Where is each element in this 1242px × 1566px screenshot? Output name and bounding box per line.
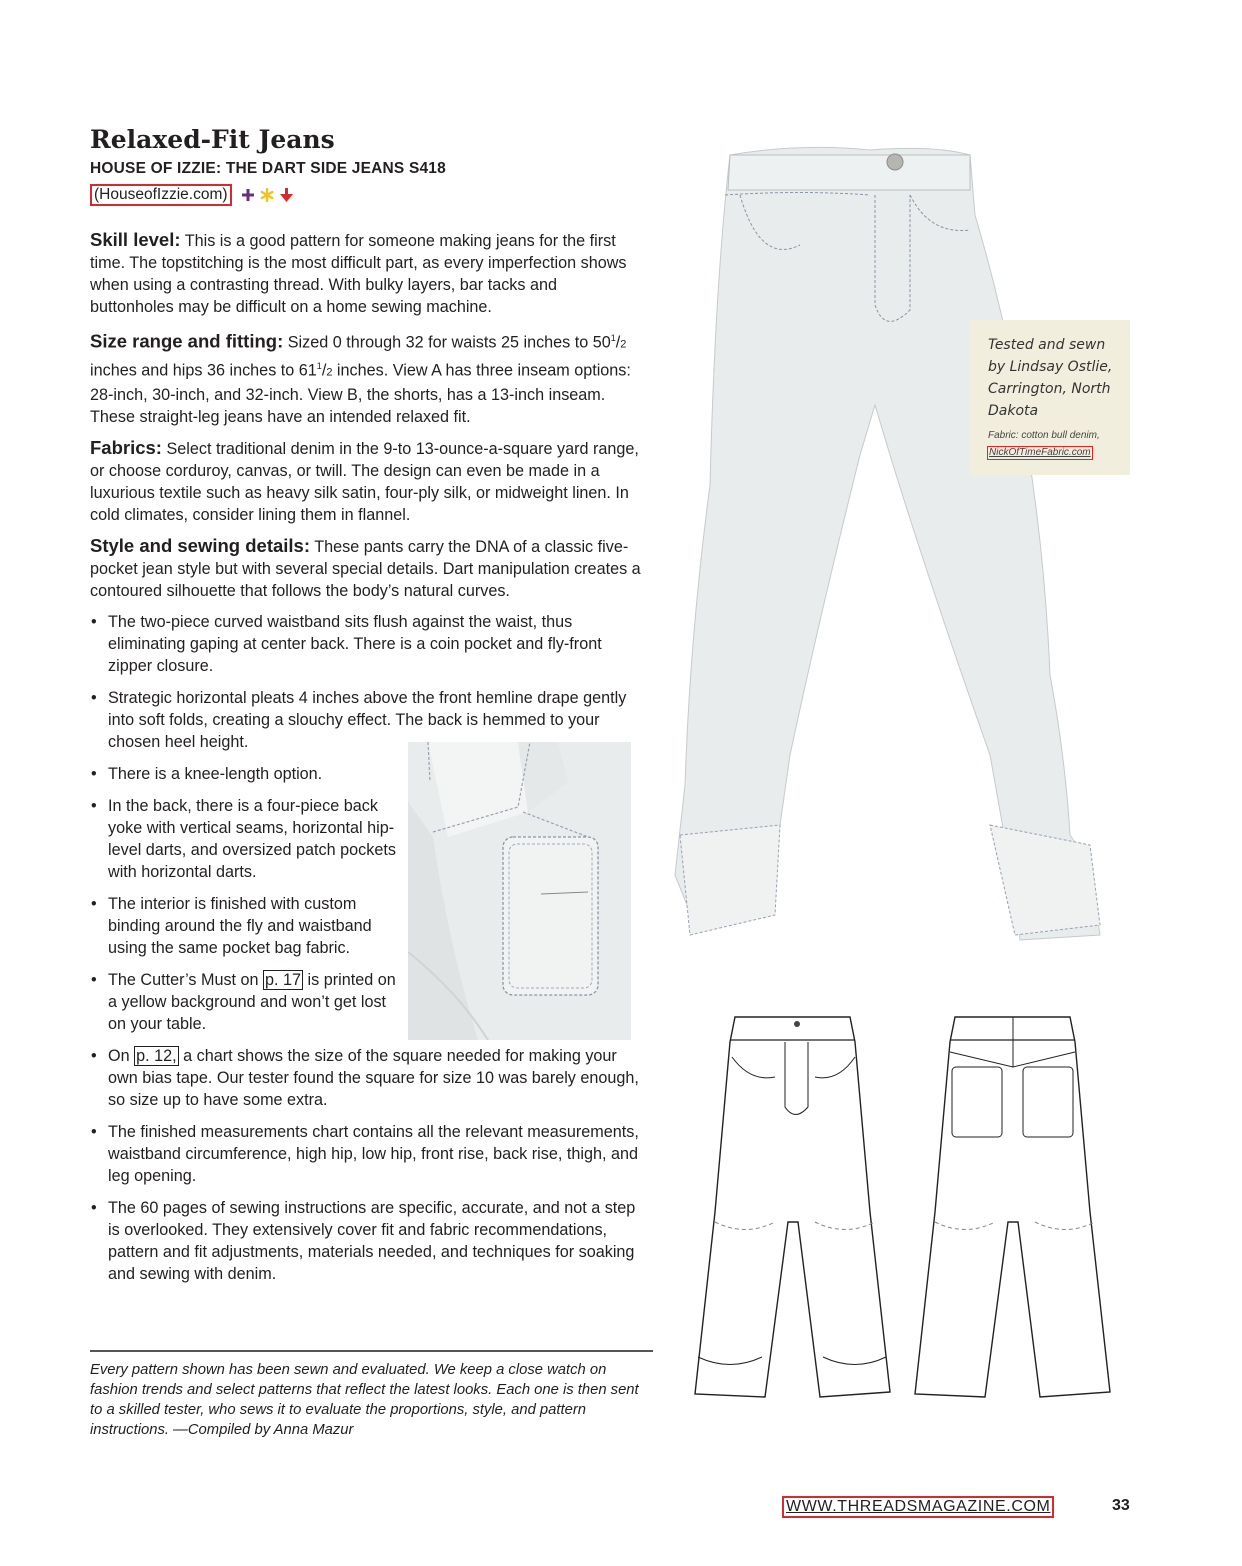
list-item-text: On	[108, 1046, 135, 1065]
fabrics-heading: Fabrics:	[90, 436, 162, 458]
jeans-back-photo	[408, 742, 631, 1040]
website-link[interactable]: WWW.THREADSMAGAZINE.COM	[782, 1496, 1054, 1518]
list-item: • The interior is finished with custom binding around the fly and waistband using the same pocket bag fabric.	[90, 893, 398, 959]
list-item: • The 60 pages of sewing instructions are specific, accurate, and not a step is overlooked. They extensively cover fit and fabric recommendations, pattern and fit adjustments, materials needed, and techniques for soaking and sewing with denim.	[90, 1197, 645, 1285]
fabric-note: Fabric: cotton bull denim,	[988, 430, 1100, 441]
list-item: • Strategic horizontal pleats 4 inches above the front hemline drape gently into soft folds, creating a slouchy effect. The back is hemmed to your chosen heel height.	[90, 687, 645, 753]
style-text: These pants carry the DNA of a classic five-pocket jean style but with several special details. Dart manipulation creates a contoured silhouette that follows the body’s natural curves.	[90, 537, 641, 600]
style-paragraph	[90, 535, 645, 602]
pattern-name: HOUSE OF IZZIE: THE DART SIDE JEANS S418	[90, 160, 446, 177]
skill-paragraph	[90, 229, 645, 318]
skill-text: This is a good pattern for someone making jeans for the first time. The topstitching is the most difficult part, as every imperfection shows when using a contrasting thread. With bulky layers, bar tacks and buttonholes may be difficult on a home sewing machine.	[90, 232, 627, 316]
size-paragraph: Size range and fitting: Sized 0 through 32 for waists 25 inches to $50^1/2$ inches and hips 36 inches to $61^1/2$ inches. View A has three inseam options: 28-inch, 30-inch, and 32-inch. View B, the shorts, has a 13-inch inseam. These straight-leg jeans have an intended relaxed fit.	[90, 330, 631, 426]
list-item-text: is printed on a yellow background and won’t get lost on your table.	[108, 970, 396, 1033]
list-item	[90, 1045, 645, 1111]
fabrics-text: Select traditional denim in the 9-to 13-ounce-a-square yard range, or choose corduroy, canvas, or twill. The design can even be made in a luxurious textile such as heavy silk satin, four-ply silk, or midweight linen. In cold climates, consider lining them in flannel.	[90, 439, 639, 524]
page-12-link[interactable]: p. 12,	[136, 1046, 177, 1065]
asterisk-icon	[260, 188, 274, 202]
fraction-numerator: 1	[610, 333, 616, 343]
page-number: 33	[1112, 1497, 1130, 1514]
size-text-c: inches. View A has three inseam options: 28-inch, 30-inch, and 32-inch. View B, the shorts, has a 13-inch inseam. These straight-leg jeans have an intended relaxed fit.	[90, 361, 631, 426]
page-17-link[interactable]: p. 17	[265, 970, 302, 989]
list-item-text: The Cutter’s Must on	[108, 970, 264, 989]
list-item: • The finished measurements chart contains all the relevant measurements, waistband circumference, high hip, low hip, front rise, back rise, thigh, and leg opening.	[90, 1121, 645, 1187]
style-heading: Style and sewing details:	[90, 534, 311, 556]
front-flat-sketch	[690, 1012, 900, 1407]
list-item: • In the back, there is a four-piece back yoke with vertical seams, horizontal hip-level darts, and oversized patch pockets with horizontal darts.	[90, 795, 398, 883]
list-item: • There is a knee-length option.	[90, 763, 398, 785]
arrow-down-icon	[280, 188, 293, 202]
size-text-b: inches and hips 36 inches to 61	[90, 361, 317, 380]
plus-icon	[242, 189, 254, 201]
article-title: Relaxed-Fit Jeans	[90, 125, 335, 154]
size-heading: Size range and fitting:	[90, 330, 284, 352]
editor-note: Every pattern shown has been sewn and evaluated. We keep a close watch on fashion trends and select patterns that reflect the latest looks. Each one is then sent to a skilled tester, who sews it to evaluate the proportions, style, and pattern instructions. —Compiled by Anna Mazur	[90, 1362, 639, 1438]
source-row	[90, 184, 293, 206]
list-item	[90, 969, 398, 1035]
jeans-front-photo	[670, 135, 1110, 995]
tester-credit-box	[970, 320, 1130, 475]
fraction-numerator: 1	[316, 361, 322, 372]
source-link[interactable]: (HouseofIzzie.com)	[90, 184, 232, 206]
fraction-denominator: 2	[326, 366, 333, 379]
rating-icons	[242, 188, 293, 202]
divider	[90, 1350, 653, 1352]
list-item: • The two-piece curved waistband sits flush against the waist, thus eliminating gaping at center back. There is a coin pocket and fly-front zipper closure.	[90, 611, 645, 677]
list-item-text: a chart shows the size of the square needed for making your own bias tape. Our tester found the square for size 10 was barely enough, so size up to have some extra.	[108, 1046, 639, 1109]
fabric-source-link[interactable]: NickOfTimeFabric.com	[989, 447, 1091, 458]
skill-heading: Skill level:	[90, 229, 181, 250]
fraction-denominator: 2	[620, 338, 627, 351]
back-flat-sketch	[910, 1012, 1120, 1407]
fabrics-paragraph	[90, 437, 645, 526]
tester-credit: Tested and sewn by Lindsay Ostlie, Carrington, North Dakota	[988, 337, 1113, 419]
size-text: Sized 0 through 32 for waists 25 inches to 50	[287, 333, 611, 352]
